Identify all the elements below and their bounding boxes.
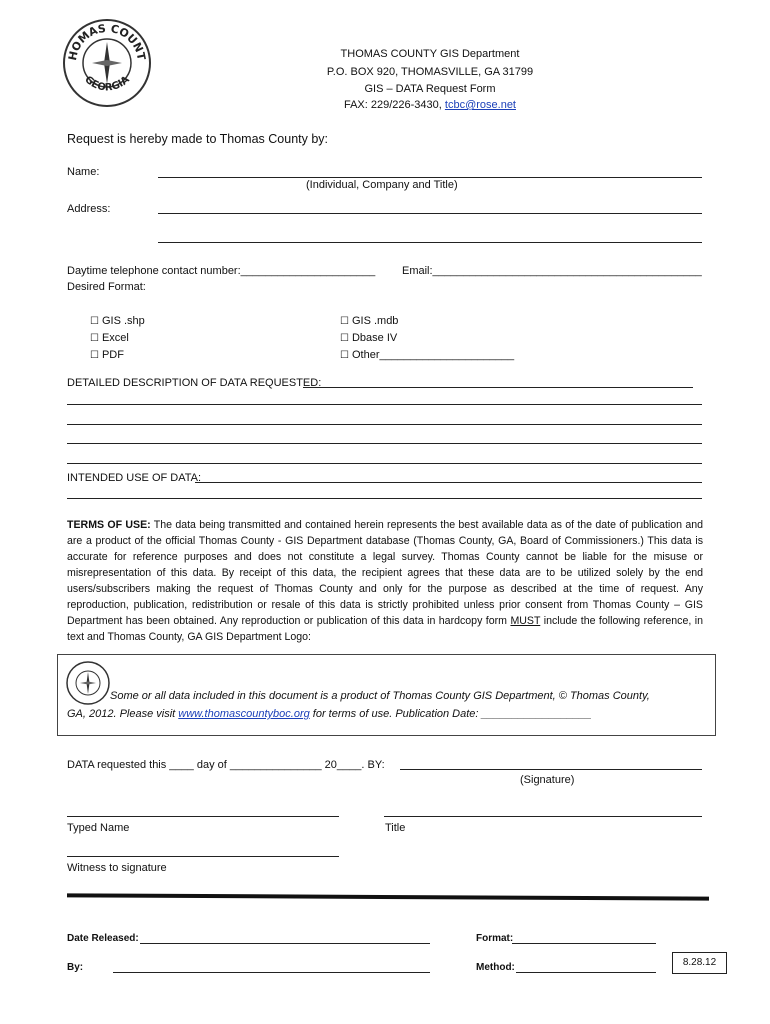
reference-text-2: GA, 2012. Please visit www.thomascountyboc.org for terms of use. Publication Date: __________________ bbox=[67, 708, 592, 720]
terms-must: MUST bbox=[510, 615, 541, 627]
format-option-excel[interactable]: ☐ Excel bbox=[90, 332, 129, 344]
format-options-right bbox=[340, 313, 514, 364]
format-option-pdf[interactable]: ☐ PDF bbox=[90, 349, 124, 361]
title-field[interactable] bbox=[384, 816, 702, 817]
format-option-gis-mdb[interactable]: ☐ GIS .mdb bbox=[340, 315, 399, 327]
method-label: Method: bbox=[476, 962, 515, 973]
fax-number: FAX: 229/226-3430, bbox=[343, 99, 442, 111]
terms-of-use: TERMS OF USE: The data being transmitted and contained herein represents the best available data as of the date of publication and are a product of the official Thomas County - GIS Department database (Thomas County, GA, Board of Commissioners.) This data is accurate for reference purposes and does not constitute a legal survey. Thomas County cannot be liable for the misuse or misrepresentation of this data. By receipt of this data, the recipient agrees that these data are to be utilized solely by the end users/subscribers making the request of Thomas County and only for the purpose as described at the time of request. Any reproduction, publication, redistribution or resale of this data is strictly prohibited unless prior consent from Thomas County – GIS Department has been obtained. Any reproduction or publication of this data in hardcopy form MUST include the following reference, in text and Thomas County, GA GIS Department Logo: bbox=[67, 519, 703, 643]
description-line-0[interactable] bbox=[303, 387, 693, 388]
title-label: Title bbox=[385, 822, 406, 834]
dept-address: P.O. BOX 920, THOMASVILLE, GA 31799 bbox=[326, 66, 534, 78]
date-released-field[interactable] bbox=[140, 943, 430, 944]
format-option-gis-shp[interactable]: ☐ GIS .shp bbox=[90, 315, 145, 327]
reference-box bbox=[57, 654, 716, 736]
intended-use-line-1[interactable] bbox=[195, 482, 702, 483]
signature-field[interactable] bbox=[400, 769, 702, 770]
logo-bottom-text: GEORGIA bbox=[82, 74, 132, 94]
description-line-2[interactable] bbox=[67, 424, 702, 425]
witness-field[interactable] bbox=[67, 856, 339, 857]
format-option-dbase[interactable]: ☐ Dbase IV bbox=[340, 332, 398, 344]
checkbox-icon[interactable]: ☐ bbox=[90, 333, 99, 344]
format-options-left bbox=[90, 313, 145, 364]
method-field[interactable] bbox=[516, 972, 656, 973]
name-field[interactable] bbox=[158, 177, 702, 178]
email-field[interactable]: Email:____________________________________________ bbox=[402, 265, 702, 277]
typed-name-field[interactable] bbox=[67, 816, 339, 817]
by-field[interactable] bbox=[113, 972, 430, 973]
boc-website-link[interactable]: www.thomascountyboc.org bbox=[178, 708, 310, 720]
intended-use-line-2[interactable] bbox=[67, 498, 702, 499]
format-option-other[interactable]: ☐ Other______________________ bbox=[340, 349, 515, 361]
checkbox-icon[interactable]: ☐ bbox=[90, 350, 99, 361]
reference-text-1: Some or all data included in this document is a product of Thomas County GIS Department, © Thomas County, bbox=[110, 690, 650, 702]
signature-label: (Signature) bbox=[520, 774, 575, 786]
typed-name-label: Typed Name bbox=[67, 822, 130, 834]
description-line-1[interactable] bbox=[67, 404, 702, 405]
small-logo bbox=[66, 661, 110, 705]
contact-email-link[interactable]: tcbc@rose.net bbox=[444, 99, 516, 111]
name-label: Name: bbox=[67, 166, 100, 178]
form-title: GIS – DATA Request Form bbox=[364, 83, 496, 95]
description-line-3[interactable] bbox=[67, 443, 702, 444]
witness-label: Witness to signature bbox=[67, 862, 167, 874]
fax-line bbox=[0, 99, 770, 111]
format-office-field[interactable] bbox=[512, 943, 656, 944]
address-label: Address: bbox=[67, 203, 111, 215]
address-field-2[interactable] bbox=[158, 242, 702, 243]
name-hint: (Individual, Company and Title) bbox=[306, 179, 458, 191]
logo-top-text: HOMAS COUNT bbox=[65, 21, 148, 62]
dept-title: THOMAS COUNTY GIS Department bbox=[340, 48, 520, 60]
checkbox-icon[interactable]: ☐ bbox=[340, 316, 349, 327]
date-released-label: Date Released: bbox=[67, 933, 139, 944]
format-office-label: Format: bbox=[476, 933, 514, 944]
section-divider bbox=[67, 893, 709, 900]
address-field-1[interactable] bbox=[158, 213, 702, 214]
intended-use-label: INTENDED USE OF DATA: bbox=[67, 472, 202, 484]
version-badge: 8.28.12 bbox=[672, 952, 727, 974]
format-label: Desired Format: bbox=[67, 281, 146, 293]
description-label: DETAILED DESCRIPTION OF DATA REQUESTED: bbox=[67, 377, 322, 389]
checkbox-icon[interactable]: ☐ bbox=[340, 350, 349, 361]
terms-lead: TERMS OF USE: bbox=[67, 519, 151, 531]
description-line-4[interactable] bbox=[67, 463, 702, 464]
phone-field[interactable]: Daytime telephone contact number:______________________ bbox=[67, 265, 376, 277]
by-label: By: bbox=[67, 962, 84, 973]
checkbox-icon[interactable]: ☐ bbox=[90, 316, 99, 327]
intro-text: Request is hereby made to Thomas County by: bbox=[67, 132, 329, 146]
checkbox-icon[interactable]: ☐ bbox=[340, 333, 349, 344]
requested-date-line[interactable]: DATA requested this ____ day of _______________ 20____. BY: bbox=[67, 759, 385, 771]
